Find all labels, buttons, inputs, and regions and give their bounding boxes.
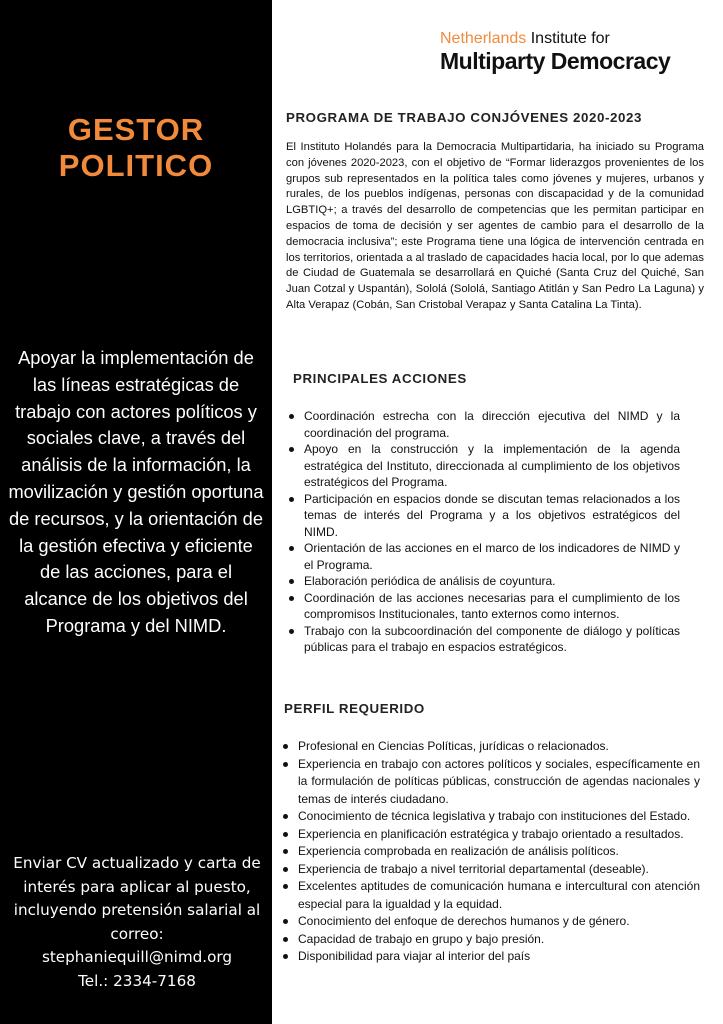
bullet-icon [289, 447, 294, 452]
role-summary: Apoyar la implementación de las líneas estratégicas de trabajo con actores políticos y sociales clave, a través del análisis de la información, la movilización y gestión oportuna de recursos, y la orientación de la gestión efectiva y eficiente de las acciones, para el alcance de los objetivos del Programa y del NIMD. [8, 347, 264, 636]
bullet-icon [283, 884, 288, 889]
logo-institute-for: Institute for [526, 30, 610, 47]
profile-item [280, 913, 700, 931]
profile-item [280, 931, 700, 949]
actions-item-text: Orientación de las acciones en el marco de los indicadores de NIMD y el Programa. [304, 541, 680, 572]
profile-item [280, 738, 700, 756]
profile-item-text: Conocimiento del enfoque de derechos humanos y de género. [298, 914, 630, 928]
actions-item [286, 573, 680, 590]
nimd-logo [440, 30, 722, 74]
bullet-icon [283, 762, 288, 767]
actions-item [286, 623, 680, 656]
profile-item-text: Profesional en Ciencias Políticas, jurídicas o relacionados. [298, 739, 609, 753]
bullet-icon [289, 546, 294, 551]
profile-item-text: Conocimiento de técnica legislativa y trabajo con instituciones del Estado. [298, 809, 691, 823]
actions-item [286, 590, 680, 623]
actions-list [286, 408, 680, 656]
actions-item [286, 540, 680, 573]
actions-item-text: Coordinación de las acciones necesarias para el cumplimiento de los compromisos Institucionales, tanto externos como internos. [304, 590, 680, 621]
profile-item [280, 861, 700, 879]
profile-item [280, 826, 700, 844]
bullet-icon [283, 849, 288, 854]
contact-phone: Tel.: 2334-7168 [78, 971, 196, 990]
bullet-icon [283, 814, 288, 819]
right-panel [272, 0, 723, 1024]
bullet-icon [289, 579, 294, 584]
bullet-icon [283, 937, 288, 942]
profile-item [280, 756, 700, 809]
contact-line: correo: [110, 924, 164, 943]
left-panel [0, 0, 272, 1024]
actions-item-text: Apoyo en la construcción y la implementación de la agenda estratégica del Instituto, direccionada al cumplimiento de los objetivos estratégicos del Programa. [304, 442, 680, 489]
contact-line: incluyendo pretensión salarial al [13, 901, 261, 919]
contact-line: Enviar CV actualizado y carta de [13, 854, 261, 872]
logo-line1 [440, 30, 722, 48]
bullet-icon [289, 596, 294, 601]
bullet-icon [283, 744, 288, 749]
contact-email: stephaniequill@nimd.org [41, 948, 233, 966]
role-title-line: GESTOR [67, 112, 205, 147]
bullet-icon [289, 629, 294, 634]
bullet-icon [289, 414, 294, 419]
contact-info [4, 852, 270, 993]
profile-item [280, 948, 700, 966]
profile-item-text: Experiencia en planificación estratégica y trabajo orientado a resultados. [298, 826, 684, 841]
profile-heading: PERFIL REQUERIDO [284, 701, 425, 716]
role-title [0, 112, 272, 184]
program-heading: PROGRAMA DE TRABAJO CONJÓVENES 2020-2023 [286, 110, 643, 125]
role-title-line: POLITICO [58, 148, 214, 183]
actions-item-text: Coordinación estrecha con la dirección ejecutiva del NIMD y la coordinación del programa. [304, 409, 680, 440]
logo-line2: Multiparty Democracy [440, 48, 671, 74]
actions-item [286, 491, 680, 541]
actions-heading: PRINCIPALES ACCIONES [293, 371, 467, 386]
profile-item-text: Experiencia comprobada en realización de análisis políticos. [298, 844, 619, 858]
profile-item [280, 843, 700, 861]
bullet-icon [283, 867, 288, 872]
actions-item [286, 408, 680, 441]
profile-item-text: Experiencia de trabajo a nivel territorial departamental (deseable). [298, 861, 649, 876]
bullet-icon [283, 919, 288, 924]
profile-item-text: Experiencia en trabajo con actores políticos y sociales, específicamente en la formulación de políticas públicas, construcción de agendas nacionales y temas de interés ciudadano. [298, 756, 700, 806]
actions-item-text: Trabajo con la subcoordinación del componente de diálogo y políticas públicas para el trabajo en espacios estratégicos. [304, 623, 680, 654]
logo-netherlands: Netherlands [440, 30, 527, 47]
profile-item [280, 878, 700, 913]
actions-item-text: Participación en espacios donde se discutan temas relacionados a los temas de interés del Programa y a los objetivos estratégicos del NIMD. [304, 491, 680, 539]
profile-list [280, 738, 700, 966]
program-description: El Instituto Holandés para la Democracia Multipartidaria, ha iniciado su Programa con jóvenes 2020-2023, con el objetivo de “Formar liderazgos provenientes de los grupos sub representados en la política tales como jóvenes y mujeres, urbanos y rurales, de los pueblos indígenas, personas con discapacidad y de la comunidad LGBTIQ+; a través del desarrollo de competencias que les permitan participar en espacios de toma de decisión y ser agentes de cambio para el desarrollo de la democracia inclusiva”; este Programa tiene una lógica de intervención centrada en los territorios, orientada a al traslado de capacidades hacia local, por lo que ademas de Ciudad de Guatemala se desarrollará en Quiché (Santa Cruz del Quiché, San Juan Cotzal y Uspantán), Sololá (Sololá, Santiago Atitlán y San Pedro La Laguna) y Alta Verapaz (Cobán, San Cristobal Verapaz y Santa Catalina La Tinta). [286, 141, 704, 311]
bullet-icon [283, 954, 288, 959]
actions-item [286, 441, 680, 491]
bullet-icon [283, 832, 288, 837]
profile-item-text: Capacidad de trabajo en grupo y bajo presión. [298, 931, 545, 946]
contact-line: interés para aplicar al puesto, [23, 877, 251, 896]
actions-item-text: Elaboración periódica de análisis de coyuntura. [304, 574, 556, 588]
profile-item-text: Disponibilidad para viajar al interior del país [298, 949, 531, 963]
profile-item [280, 808, 700, 826]
profile-item-text: Excelentes aptitudes de comunicación humana e intercultural con atención especial para la igualdad y la equidad. [298, 879, 700, 911]
bullet-icon [289, 497, 294, 502]
